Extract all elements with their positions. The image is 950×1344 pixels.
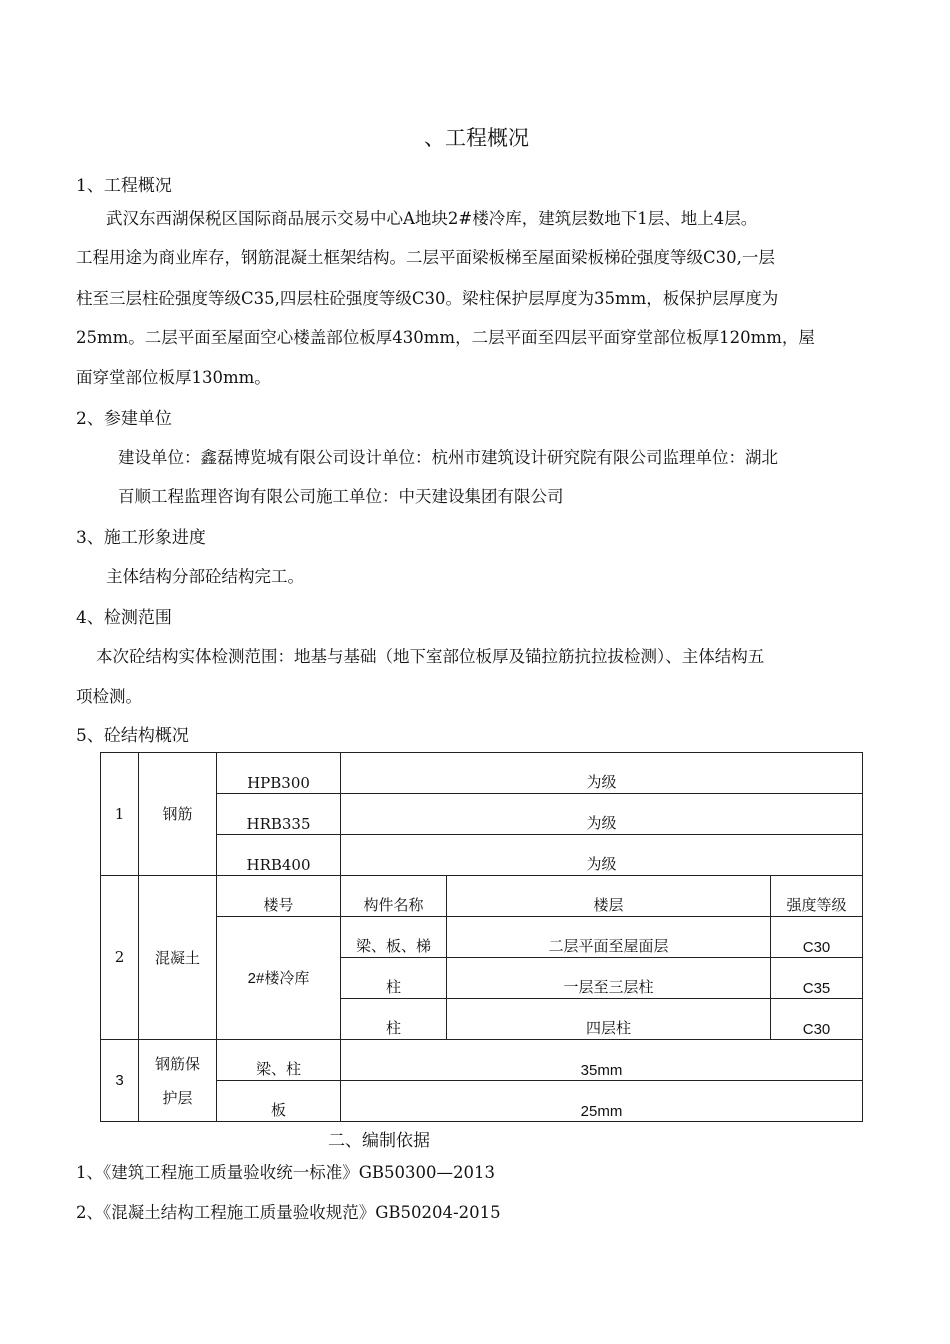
building-name: 2#楼冷库 bbox=[217, 917, 341, 1040]
rebar-value: 为级 bbox=[341, 753, 863, 794]
table-row bbox=[101, 753, 863, 794]
scope-line: 项检测。 bbox=[76, 687, 142, 706]
heading-structure: 5、砼结构概况 bbox=[76, 726, 189, 746]
member-name: 柱 bbox=[341, 958, 447, 999]
member-name: 梁、板、梯 bbox=[341, 917, 447, 958]
strength-grade: C35 bbox=[771, 958, 863, 999]
rebar-grade: HRB335 bbox=[217, 794, 341, 835]
header-building: 楼号 bbox=[217, 876, 341, 917]
strength-grade: C30 bbox=[771, 999, 863, 1040]
rebar-grade: HRB400 bbox=[217, 835, 341, 876]
scope-line: 本次砼结构实体检测范围：地基与基础（地下室部位板厚及锚拉筋抗拉拔检测）、主体结构五 bbox=[96, 647, 765, 666]
cover-value: 25mm bbox=[341, 1081, 863, 1122]
overview-line: 武汉东西湖保税区国际商品展示交易中心A地块2#楼冷库，建筑层数地下1层、地上4层。 bbox=[106, 209, 758, 228]
cover-member: 板 bbox=[217, 1081, 341, 1122]
floor-range: 一层至三层柱 bbox=[447, 958, 771, 999]
structure-table bbox=[100, 752, 863, 1122]
heading-parties: 2、参建单位 bbox=[76, 409, 172, 429]
row-number: 2 bbox=[101, 876, 139, 1040]
parties-line: 建设单位：鑫磊博览城有限公司设计单位：杭州市建筑设计研究院有限公司监理单位：湖北 bbox=[118, 448, 778, 467]
row-category: 钢筋 bbox=[139, 753, 217, 876]
rebar-grade: HPB300 bbox=[217, 753, 341, 794]
floor-range: 四层柱 bbox=[447, 999, 771, 1040]
member-name: 柱 bbox=[341, 999, 447, 1040]
header-strength: 强度等级 bbox=[771, 876, 863, 917]
row-category: 钢筋保 护层 bbox=[139, 1040, 217, 1122]
overview-line: 面穿堂部位板厚130mm。 bbox=[76, 368, 271, 387]
heading-overview: 1、工程概况 bbox=[76, 176, 172, 196]
strength-grade: C30 bbox=[771, 917, 863, 958]
cover-member: 梁、柱 bbox=[217, 1040, 341, 1081]
header-member: 构件名称 bbox=[341, 876, 447, 917]
rebar-value: 为级 bbox=[341, 835, 863, 876]
floor-range: 二层平面至屋面层 bbox=[447, 917, 771, 958]
overview-line: 25mm。二层平面至屋面空心楼盖部位板厚430mm，二层平面至四层平面穿堂部位板厚120mm，屋 bbox=[76, 328, 815, 347]
reference-item: 1、《建筑工程施工质量验收统一标准》GB50300—2013 bbox=[76, 1163, 496, 1182]
row-category: 混凝土 bbox=[139, 876, 217, 1040]
heading-scope: 4、检测范围 bbox=[76, 608, 172, 628]
section-title-basis: 二、编制依据 bbox=[328, 1131, 430, 1151]
table-row bbox=[101, 1040, 863, 1081]
heading-progress: 3、施工形象进度 bbox=[76, 528, 206, 548]
table-row bbox=[101, 876, 863, 917]
row-number: 1 bbox=[101, 753, 139, 876]
overview-line: 柱至三层柱砼强度等级C35,四层柱砼强度等级C30。梁柱保护层厚度为35mm，板保护层厚度为 bbox=[76, 289, 779, 308]
row-number: 3 bbox=[101, 1040, 139, 1122]
reference-item: 2、《混凝土结构工程施工质量验收规范》GB50204-2015 bbox=[76, 1203, 501, 1222]
rebar-value: 为级 bbox=[341, 794, 863, 835]
header-floor: 楼层 bbox=[447, 876, 771, 917]
overview-line: 工程用途为商业库存，钢筋混凝土框架结构。二层平面梁板梯至屋面梁板梯砼强度等级C30,一层 bbox=[76, 248, 775, 267]
cover-value: 35mm bbox=[341, 1040, 863, 1081]
parties-line: 百顺工程监理咨询有限公司施工单位：中天建设集团有限公司 bbox=[118, 487, 564, 506]
section-title: 、工程概况 bbox=[424, 126, 529, 150]
progress-text: 主体结构分部砼结构完工。 bbox=[106, 567, 304, 586]
